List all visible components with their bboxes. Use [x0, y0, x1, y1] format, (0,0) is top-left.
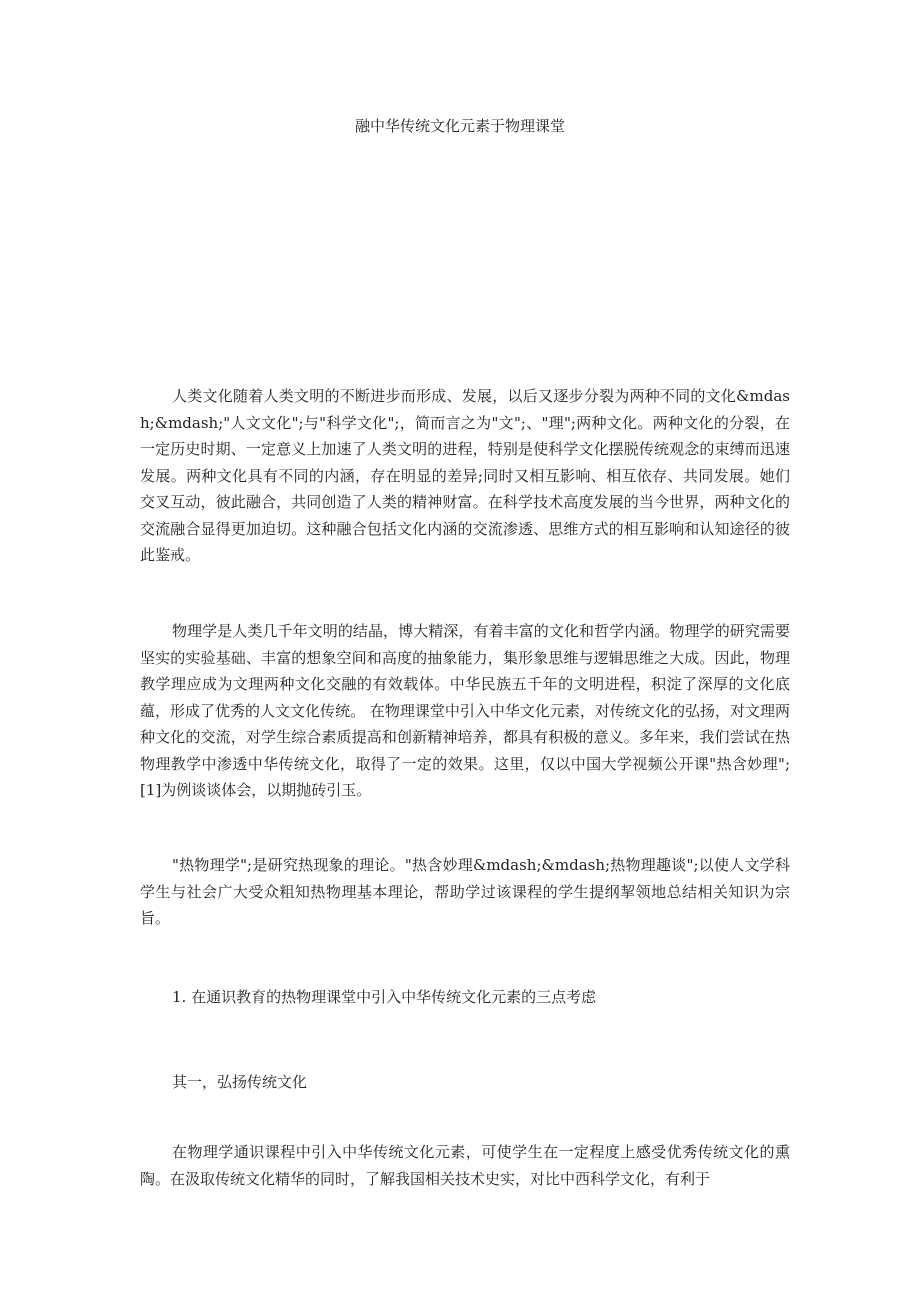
paragraph-promote-tradition: 在物理学通识课程中引入中华传统文化元素，可使学生在一定程度上感受优秀传统文化的熏陶。在汲取传统文化精华的同时，了解我国相关技术史实，对比中西科学文化，有利于	[140, 1143, 790, 1188]
section-heading: 1. 在通识教育的热物理课堂中引入中华传统文化元素的三点考虑	[172, 988, 597, 1006]
paragraph-culture-division: 人类文化随着人类文明的不断进步而形成、发展，以后又逐步分裂为两种不同的文化&mdash;&mdash;"人文文化";与"科学文化";，简而言之为"文";、"理";两种文化。两种文化的分裂，在一定历史时期、一定意义上加速了人类文明的进程，特别是使科学文化摆脱传统观念的束缚而迅速发展。两种文化具有不同的内涵，存在明显的差异;同时又相互影响、相互依存、共同发展。她们交叉互动，彼此融合，共同创造了人类的精神财富。在科学技术高度发展的当今世界，两种文化的交流融合显得更加迫切。这种融合包括文化内涵的交流渗透、思维方式的相互影响和认知途径的彼此鉴戒。	[140, 387, 790, 564]
sub-heading: 其一，弘扬传统文化	[172, 1073, 308, 1091]
paragraph-thermal-physics: "热物理学";是研究热现象的理论。"热含妙理&mdash;&mdash;热物理趣谈";以使人文学科学生与社会广大受众粗知热物理基本理论，帮助学过该课程的学生提纲挈领地总结相关知识为宗旨。	[140, 856, 790, 927]
paragraph-physics-culture: 物理学是人类几千年文明的结晶，博大精深，有着丰富的文化和哲学内涵。物理学的研究需要坚实的实验基础、丰富的想象空间和高度的抽象能力，集形象思维与逻辑思维之大成。因此，物理教学理应成为文理两种文化交融的有效载体。中华民族五千年的文明进程，积淀了深厚的文化底蕴，形成了优秀的人文文化传统。 在物理课堂中引入中华文化元素，对传统文化的弘扬，对文理两种文化的交流，对学生综合素质提高和创新精神培养，都具有积极的意义。多年来，我们尝试在热物理教学中渗透中华传统文化，取得了一定的效果。这里，仅以中国大学视频公开课"热含妙理";[1]为例谈谈体会，以期抛砖引玉。	[140, 622, 790, 799]
document-title: 融中华传统文化元素于物理课堂	[354, 117, 565, 135]
